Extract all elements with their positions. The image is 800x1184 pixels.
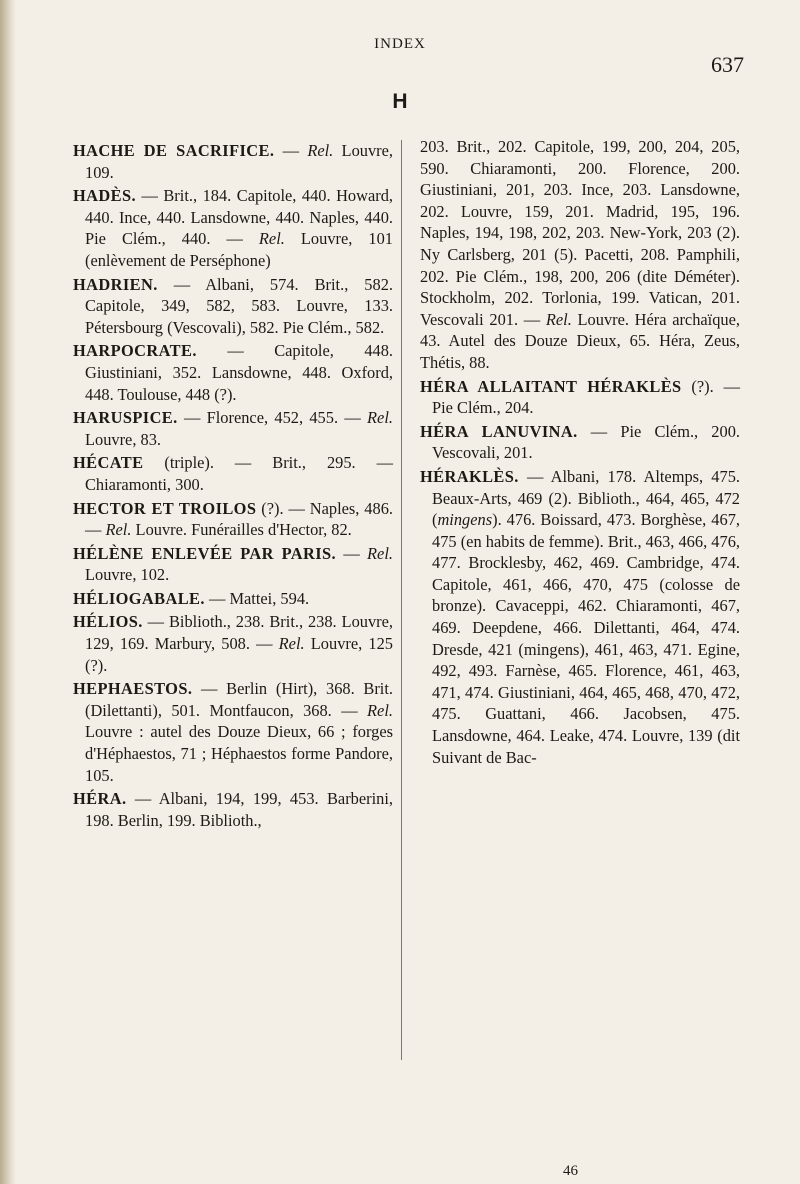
index-entry: HECTOR ET TROILOS (?). — Naples, 486. — Rel. Louvre. Funérailles d'Hector, 82.	[73, 498, 393, 540]
index-entry: HEPHAESTOS. — Berlin (Hirt), 368. Brit. (Dilettanti), 501. Montfaucon, 368. — Rel. Louvre : autel des Douze Dieux, 66 ; forges d'Héphaestos, 71 ; Héphaestos forme Pandore, 105.	[73, 679, 393, 785]
index-entry: HÉRAKLÈS. — Albani, 178. Altemps, 475. Beaux-Arts, 469 (2). Biblioth., 464, 465, 472 (mingens). 476. Boissard, 473. Borghèse, 467, 475 (en habits de femme). Brit., 463, 466, 476, 477. Brocklesby, 462, 469. Cambridge, 474. Capitole, 461, 466, 470, 475 (colosse de bronze). Cavaceppi, 462. Chiaramonti, 467, 469. Deepdene, 466. Dilettanti, 464, 474. Dresde, 421 (mingens), 461, 463, 471. Egine, 492, 493. Farnèse, 465. Florence, 461, 463, 471, 474. Giustiniani, 464, 465, 468, 470, 472, 475. Guattani, 466. Jacobsen, 475. Lansdowne, 464. Leake, 474. Louvre, 139 (dit Suivant de Bac-	[420, 466, 740, 767]
running-title: INDEX	[374, 36, 426, 52]
index-entry: HÉLIOGABALE. — Mattei, 594.	[73, 588, 310, 608]
index-entry: HÉLIOS. — Biblioth., 238. Brit., 238. Louvre, 129, 169. Marbury, 508. — Rel. Louvre, 125 (?).	[73, 612, 393, 675]
index-entry: HARUSPICE. — Florence, 452, 455. — Rel. Louvre, 83.	[73, 408, 393, 449]
index-entry: HÉCATE (triple). — Brit., 295. — Chiaramonti, 300.	[73, 453, 393, 494]
index-entry: HÉLÈNE ENLEVÉE PAR PARIS. — Rel. Louvre, 102.	[73, 543, 393, 585]
index-entry: HÉRA. — Albani, 194, 199, 453. Barberini, 198. Berlin, 199. Biblioth.,	[73, 789, 393, 830]
section-letter: H	[392, 90, 408, 113]
page-number: 637	[711, 52, 744, 77]
index-entry: HÉRA ALLAITANT HÉRAKLÈS (?). — Pie Clém., 204.	[420, 376, 740, 418]
right-column	[420, 136, 740, 770]
index-entry: HADRIEN. — Albani, 574. Brit., 582. Capitole, 349, 582, 583. Louvre, 133. Pétersbourg (Vescovali), 582. Pie Clém., 582.	[73, 274, 393, 337]
index-entry: HADÈS. — Brit., 184. Capitole, 440. Howard, 440. Ince, 440. Lansdowne, 440. Naples, 440. Pie Clém., 440. — Rel. Louvre, 101 (enlèvement de Perséphone)	[73, 186, 393, 270]
column-divider	[401, 140, 402, 1060]
index-entry: HACHE DE SACRIFICE. — Rel. Louvre, 109.	[73, 141, 393, 182]
index-entry: HÉRA LANUVINA. — Pie Clém., 200. Vescovali, 201.	[420, 421, 740, 463]
index-entry: HARPOCRATE. — Capitole, 448. Giustiniani, 352. Lansdowne, 448. Oxford, 448. Toulouse, 448 (?).	[73, 341, 393, 404]
printer-signature: 46	[563, 1163, 578, 1179]
page-gutter-shadow	[0, 0, 16, 1184]
index-entry-continuation: 203. Brit., 202. Capitole, 199, 200, 204, 205, 590. Chiaramonti, 200. Florence, 200. Giustiniani, 201, 203. Ince, 203. Lansdowne, 202. Louvre, 159, 201. Madrid, 195, 196. Naples, 194, 198, 202, 203. New-York, 203 (2). Ny Carlsberg, 201 (5). Pacetti, 208. Pamphili, 202. Pie Clém., 198, 200, 206 (dite Déméter). Stockholm, 202. Torlonia, 199. Vatican, 201. Vescovali 201. — Rel. Louvre. Héra archaïque, 43. Autel des Douze Dieux, 65. Héra, Zeus, Thétis, 88.	[420, 137, 740, 372]
left-column	[73, 140, 393, 833]
